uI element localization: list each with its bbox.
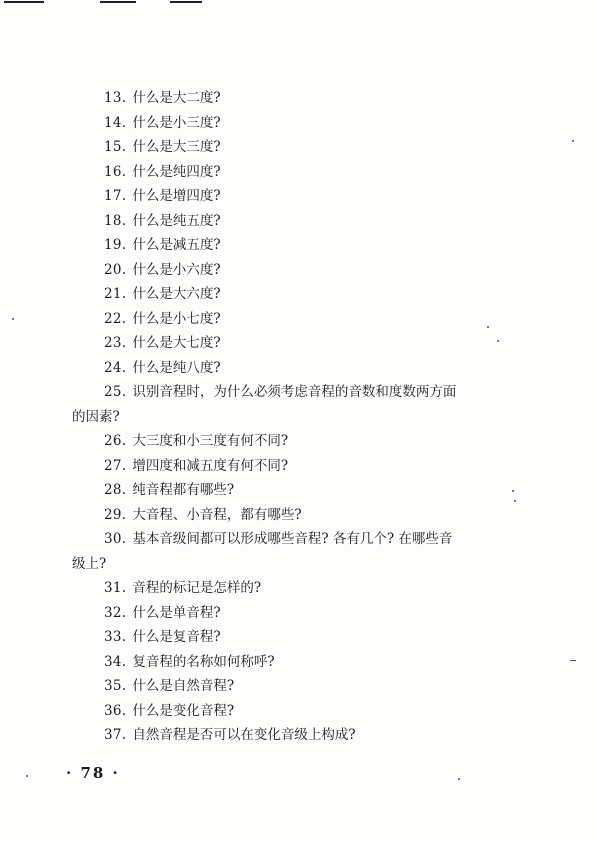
question-text: 什么是复音程? (132, 629, 221, 645)
question-text: 什么是小七度? (132, 310, 221, 327)
question-number: 14. (104, 114, 127, 131)
question-number: 33. (104, 629, 127, 645)
question-item (104, 601, 544, 626)
question-continuation: 级上? (72, 555, 107, 572)
question-item (104, 650, 544, 675)
question-text: 什么是单音程? (132, 604, 221, 621)
question-text: 基本音级间都可以形成哪些音程? 各有几个? 在哪些音 (132, 531, 453, 547)
page-number: · 78 · (66, 764, 120, 782)
question-text: 复音程的名称如何称呼? (132, 653, 275, 670)
question-item (104, 86, 544, 111)
question-text: 大音程、小音程，都有哪些? (132, 506, 302, 523)
speck (458, 778, 460, 780)
question-number: 34. (104, 653, 127, 670)
question-number: 24. (104, 359, 127, 376)
question-number: 25. (104, 384, 127, 400)
scan-mark (4, 1, 44, 3)
question-item (104, 576, 544, 601)
question-item (104, 258, 544, 283)
question-item (104, 454, 544, 479)
speck (12, 318, 14, 320)
question-item (104, 233, 544, 258)
question-item (104, 209, 544, 234)
question-text: 大三度和小三度有何不同? (132, 433, 289, 449)
question-text: 什么是纯五度? (132, 212, 221, 229)
question-number: 30. (104, 531, 127, 547)
question-number: 15. (104, 139, 127, 155)
question-text: 什么是大六度? (132, 286, 221, 302)
question-text: 什么是自然音程? (132, 678, 235, 694)
scan-mark (170, 1, 202, 3)
question-number: 23. (104, 335, 127, 351)
question-item (104, 625, 544, 650)
question-text: 纯音程都有哪些? (132, 482, 235, 498)
question-number: 27. (104, 457, 127, 474)
question-text: 什么是减五度? (132, 237, 221, 253)
question-item (104, 478, 544, 503)
question-item (104, 111, 544, 136)
scan-mark (100, 1, 136, 3)
question-item (104, 160, 544, 185)
question-item (104, 184, 544, 209)
question-item (104, 503, 544, 528)
question-item (104, 429, 544, 454)
question-number: 37. (104, 727, 127, 743)
question-item (104, 307, 544, 332)
question-text: 音程的标记是怎样的? (132, 580, 262, 596)
question-text: 什么是大七度? (132, 335, 221, 351)
question-number: 13. (104, 90, 127, 106)
question-number: 20. (104, 261, 127, 278)
question-number: 31. (104, 580, 127, 596)
question-text: 识别音程时，为什么必须考虑音程的音数和度数两方面 (132, 384, 457, 400)
question-number: 18. (104, 212, 127, 229)
question-number: 19. (104, 237, 127, 253)
question-text: 什么是纯四度? (132, 163, 221, 180)
question-number: 26. (104, 433, 127, 449)
question-item (104, 380, 544, 405)
question-text: 什么是增四度? (132, 188, 221, 204)
speck (26, 775, 28, 777)
question-text: 什么是小六度? (132, 261, 221, 278)
question-number: 35. (104, 678, 127, 694)
speck (570, 660, 576, 661)
question-item (104, 282, 544, 307)
question-number: 16. (104, 163, 127, 180)
question-item (104, 135, 544, 160)
question-item (104, 356, 544, 381)
question-continuation: 的因素? (72, 408, 120, 425)
question-text: 什么是小三度? (132, 114, 221, 131)
question-item (104, 699, 544, 724)
question-number: 21. (104, 286, 127, 302)
question-text: 什么是变化音程? (132, 702, 235, 719)
question-text: 什么是大二度? (132, 90, 221, 106)
question-item (104, 527, 544, 552)
question-number: 36. (104, 702, 127, 719)
question-item (104, 674, 544, 699)
question-text: 增四度和减五度有何不同? (132, 457, 289, 474)
speck (572, 140, 574, 142)
question-number: 22. (104, 310, 127, 327)
question-number: 17. (104, 188, 127, 204)
question-number: 29. (104, 506, 127, 523)
question-number: 32. (104, 604, 127, 621)
question-text: 什么是大三度? (132, 139, 221, 155)
question-text: 自然音程是否可以在变化音级上构成? (132, 727, 356, 743)
question-item (104, 331, 544, 356)
question-number: 28. (104, 482, 127, 498)
question-item (104, 723, 544, 748)
question-text: 什么是纯八度? (132, 359, 221, 376)
